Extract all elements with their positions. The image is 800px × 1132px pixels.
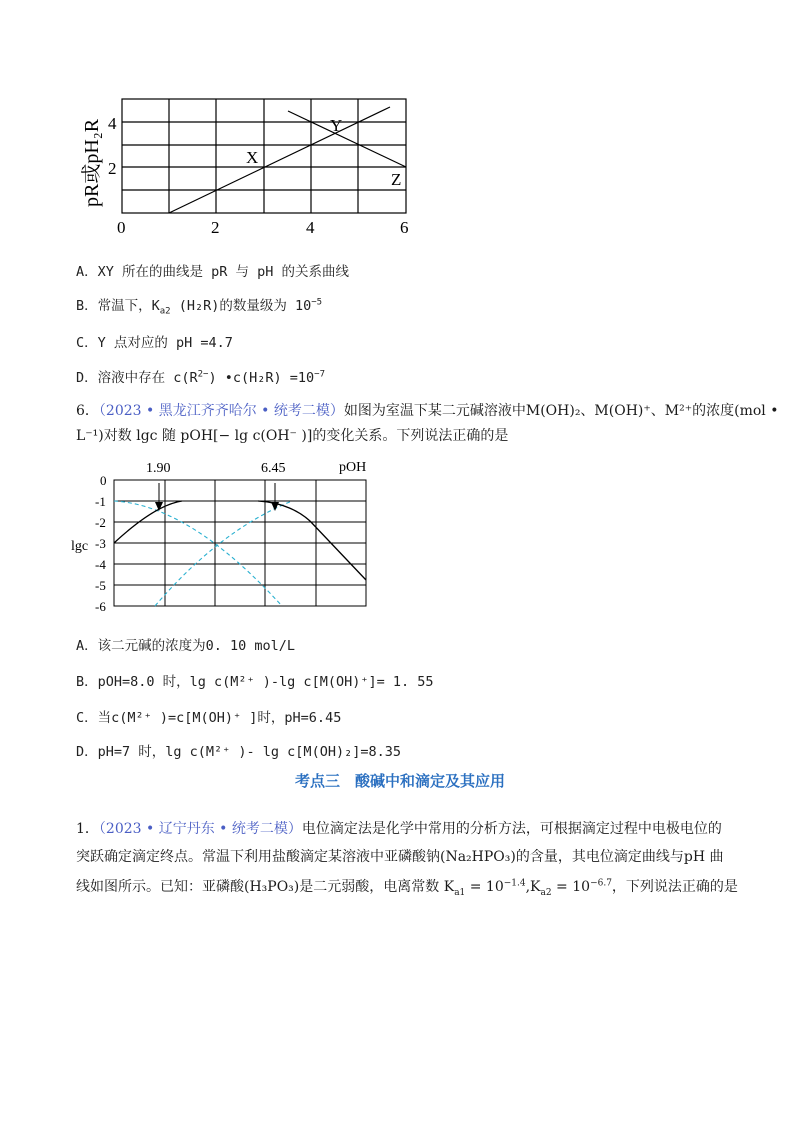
y-tick-m1: -1 <box>95 494 106 509</box>
y-tick-m5: -5 <box>95 578 106 593</box>
q5-option-a: A．XY 所在的曲线是 pR 与 pH 的关系曲线 <box>76 264 350 280</box>
y-tick-m2: -2 <box>95 515 106 530</box>
q6-option-d: D．pH=7 时，lg c(M²⁺ )- lg c[M(OH)₂]=8.35 <box>76 744 401 760</box>
q6-option-c: C．当c(M²⁺ )=c[M(OH)⁺ ]时，pH=6.45 <box>76 710 342 726</box>
chart2-grid <box>114 480 366 606</box>
chart2-xlabel: pOH <box>339 460 367 475</box>
y-tick-m6: -6 <box>95 599 106 614</box>
q1-line2: 突跃确定滴定终点。常温下利用盐酸滴定某溶液中亚磷酸钠(Na₂HPO₃)的含量，其电位滴定曲线与pH 曲 <box>76 849 724 865</box>
q6-source: （2023 • 黑龙江齐齐哈尔 • 统考二模） <box>98 403 344 419</box>
x-tick-2: 2 <box>211 218 220 237</box>
section-heading: 考点三 酸碱中和滴定及其应用 <box>294 772 505 790</box>
q1-line3: 线如图所示。已知：亚磷酸(H₃PO₃)是二元弱酸，电离常数 $K_{a1} = 10^{-1.4},K_{a2} = 10^{-6.7}$，下列说法正确的是 <box>76 878 738 898</box>
xy-line <box>169 107 390 213</box>
point-y-label: Y <box>330 116 343 135</box>
chart2-ylabel: lgc <box>71 539 89 554</box>
chart-pr-ph <box>70 95 430 245</box>
x-tick-4: 4 <box>306 218 315 237</box>
point-x-label: X <box>246 148 259 167</box>
x-tick-6: 6 <box>400 218 409 237</box>
q1-source: （2023 • 辽宁丹东 • 统考二模） <box>98 821 302 837</box>
y-tick-m4: -4 <box>95 557 106 572</box>
chart-lgc-poh <box>70 455 400 615</box>
q6-option-a: A．该二元碱的浓度为0. 10 mol/L <box>76 638 296 654</box>
curve-m2-solid <box>258 501 366 580</box>
q6-option-b: B．pOH=8.0 时，lg c(M²⁺ )-lg c[M(OH)⁺]= 1. 55 <box>76 674 434 690</box>
q6-line1: 6．（2023 • 黑龙江齐齐哈尔 • 统考二模）如图为室温下某二元碱溶液中M(OH)₂、M(OH)⁺、M²⁺的浓度(mol • <box>76 403 779 419</box>
q5-option-b: B．常温下，$K_{a2}$ (H₂R)的数量级为 $10^{-5}$ <box>76 297 323 317</box>
annotation-190: 1.90 <box>146 461 171 476</box>
q5-option-c: C．Y 点对应的 pH =4.7 <box>76 335 233 351</box>
chart1-ylabel: pR或pH₂R <box>81 118 103 207</box>
x-tick-0: 0 <box>117 218 126 237</box>
q5-option-d: D．溶液中存在 $c(R^{2-})$ •c(H₂R) $=10^{-7}$ <box>76 369 325 386</box>
yz-line <box>288 111 406 167</box>
q1-line1: 1．（2023 • 辽宁丹东 • 统考二模）电位滴定法是化学中常用的分析方法，可根据滴定过程中电极电位的 <box>76 821 722 837</box>
curve-moh-dashed <box>155 501 292 606</box>
y-tick-m3: -3 <box>95 536 106 551</box>
q6-line2: L⁻¹)对数 lgc 随 pOH[− lg c(OH⁻ )]的变化关系。下列说法正确的是 <box>76 428 509 444</box>
y-tick-0: 0 <box>100 473 107 488</box>
point-z-label: Z <box>391 170 402 189</box>
curve-moh2-dashed <box>114 501 282 606</box>
y-tick-4: 4 <box>108 114 117 133</box>
annotation-645: 6.45 <box>261 461 286 476</box>
y-tick-2: 2 <box>108 159 117 178</box>
chart1-grid <box>122 99 406 213</box>
